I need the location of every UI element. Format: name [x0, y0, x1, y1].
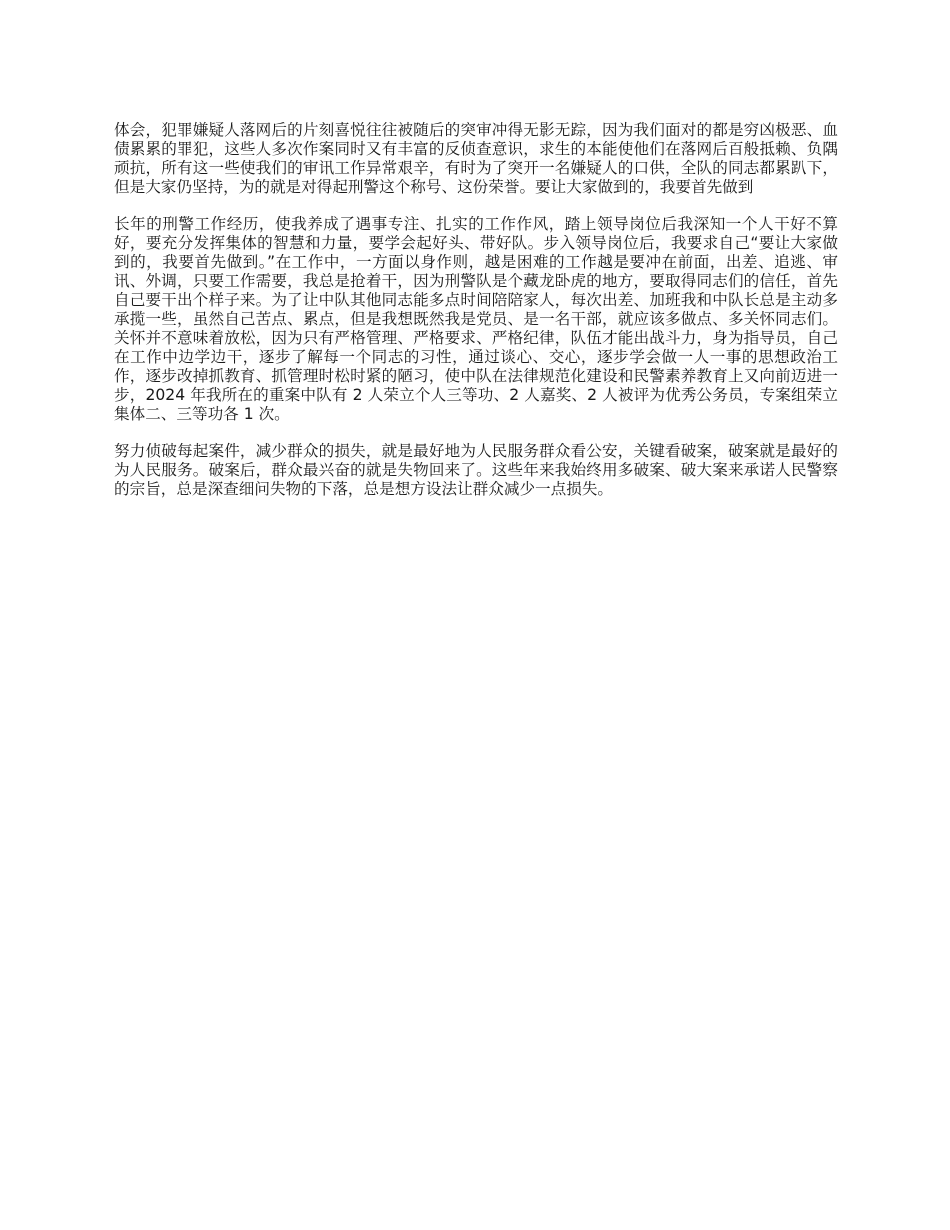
paragraph-1: 体会，犯罪嫌疑人落网后的片刻喜悦往往被随后的突审冲得无影无踪，因为我们面对的都是穷凶极恶、血债累累的罪犯，这些人多次作案同时又有丰富的反侦查意识，求生的本能使他们在落网后百般抵赖、负隅顽抗，所有这一些使我们的审讯工作异常艰辛，有时为了突开一名嫌疑人的口供，全队的同志都累趴下，但是大家仍坚持，为的就是对得起刑警这个称号、这份荣誉。要让大家做到的，我要首先做到	[114, 121, 838, 196]
paragraph-3: 努力侦破每起案件，减少群众的损失，就是最好地为人民服务群众看公安，关键看破案，破案就是最好的为人民服务。破案后，群众最兴奋的就是失物回来了。这些年来我始终用多破案、破大案来承诺人民警察的宗旨，总是深查细问失物的下落，总是想方设法让群众减少一点损失。	[114, 442, 838, 498]
document-page	[114, 121, 838, 517]
paragraph-2: 长年的刑警工作经历，使我养成了遇事专注、扎实的工作作风，踏上领导岗位后我深知一个人干好不算好，要充分发挥集体的智慧和力量，要学会起好头、带好队。步入领导岗位后，我要求自己“要让大家做到的，我要首先做到。”在工作中，一方面以身作则，越是困难的工作越是要冲在前面，出差、追逃、审讯、外调，只要工作需要，我总是抢着干，因为刑警队是个藏龙卧虎的地方，要取得同志们的信任，首先自己要干出个样子来。为了让中队其他同志能多点时间陪陪家人，每次出差、加班我和中队长总是主动多承揽一些，虽然自己苦点、累点，但是我想既然我是党员、是一名干部，就应该多做点、多关怀同志们。关怀并不意味着放松，因为只有严格管理、严格要求、严格纪律，队伍才能出战斗力，身为指导员，自己在工作中边学边干，逐步了解每一个同志的习性，通过谈心、交心，逐步学会做一人一事的思想政治工作，逐步改掉抓教育、抓管理时松时紧的陋习，使中队在法律规范化建设和民警素养教育上又向前迈进一步，2024 年我所在的重案中队有 2 人荣立个人三等功、2 人嘉奖、2 人被评为优秀公务员，专案组荣立集体二、三等功各 1 次。	[114, 215, 838, 423]
